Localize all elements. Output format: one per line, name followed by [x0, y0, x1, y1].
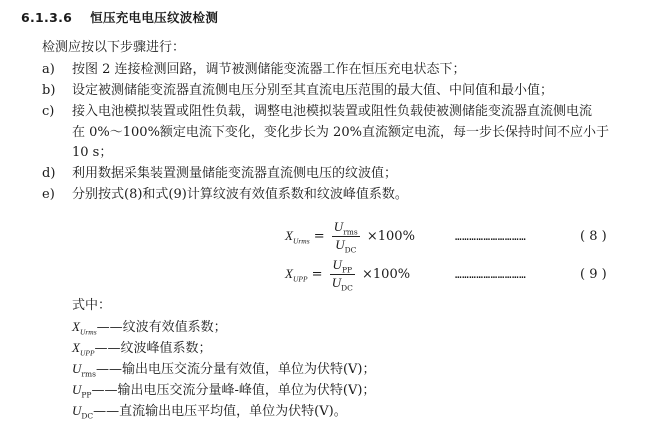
definition-item: [72, 339, 212, 358]
step-label: d): [42, 166, 56, 181]
formula-9: $X_{UPP}$ = $\frac{U_{PP}}{U_{DC}}$ ×100%: [285, 257, 411, 293]
definition-text: 纹波峰值系数；: [120, 341, 212, 356]
step-text: 利用数据采集装置测量储能变流器直流侧电压的纹波值；: [72, 166, 398, 181]
definition-item: [72, 381, 375, 400]
step-text: 分别按式(8)和式(9)计算纹波有效值系数和纹波峰值系数。: [72, 187, 408, 202]
formula-lhs: X: [285, 228, 293, 243]
step-text: 按图 2 连接检测回路，调节被测储能变流器工作在恒压充电状态下；: [72, 62, 466, 77]
formula-lhs-sub: UPP: [292, 274, 308, 284]
definition-dash: ——: [93, 404, 120, 419]
definition-dash: ——: [91, 383, 118, 398]
equation-number: ( 8 ): [580, 229, 607, 244]
section-number: 6.1.3.6: [21, 10, 73, 25]
section-title: 恒压充电电压纹波检测: [90, 10, 219, 25]
definition-symbol-sub: Urms: [79, 327, 97, 337]
definition-dash: ——: [94, 341, 121, 356]
definition-dash: ——: [95, 362, 122, 377]
formula-fraction: [332, 219, 360, 254]
definition-symbol-sub: DC: [81, 411, 94, 421]
definition-text: 纹波有效值系数；: [122, 320, 227, 335]
intro-text: 检测应按以下步骤进行：: [42, 40, 186, 55]
formula-tail: ×100%: [362, 267, 411, 282]
denominator: U: [335, 237, 345, 252]
numerator: U: [333, 219, 344, 234]
definition-symbol-sub: PP: [81, 390, 92, 400]
leader-dots: …………………………: [455, 268, 527, 281]
formula-lhs-sub: Urms: [292, 236, 310, 246]
formula-8: $X_{Urms}$ = $\frac{U_{rms}}{U_{DC}}$ ×100%: [285, 219, 415, 255]
step-label: a): [42, 62, 55, 77]
definition-item: [72, 318, 227, 337]
denominator: U: [331, 275, 342, 290]
denominator-sub: DC: [341, 283, 353, 293]
definition-symbol-sub: UPP: [79, 348, 95, 358]
definition-text: 输出电压交流分量峰-峰值，单位为伏特(V)；: [117, 383, 376, 398]
step-label: e): [42, 187, 55, 202]
formula-fraction: [330, 257, 355, 292]
definition-symbol: X: [72, 340, 80, 355]
step-text: 10 s；: [72, 145, 113, 160]
formula-tail: ×100%: [366, 229, 415, 244]
definition-symbol: X: [72, 319, 80, 334]
step-text: 接入电池模拟装置或阻性负载，调整电池模拟装置或阻性负载使被测储能变流器直流侧电流: [72, 104, 593, 119]
definition-text: 输出电压交流分量有效值，单位为伏特(V)；: [121, 362, 376, 377]
numerator: U: [332, 257, 342, 272]
step-text: 设定被测储能变流器直流侧电压分别至其直流电压范围的最大值、中间值和最小值；: [72, 83, 554, 98]
definition-item: [72, 402, 347, 421]
step-label: b): [42, 83, 56, 98]
section-heading: [21, 8, 218, 26]
where-label: 式中：: [72, 298, 112, 313]
step-label: c): [42, 104, 55, 119]
denominator-sub: DC: [344, 245, 357, 255]
definition-symbol: U: [72, 382, 82, 397]
definition-symbol: U: [72, 361, 82, 376]
numerator-sub: rms: [343, 227, 358, 237]
formula-lhs: X: [285, 266, 293, 281]
definition-symbol: U: [72, 403, 82, 418]
step-text: 在 0%～100%额定电流下变化，变化步长为 20%直流额定电流，每一步长保持时间不应小于: [72, 125, 609, 140]
numerator-sub: PP: [341, 265, 353, 275]
definition-item: [72, 360, 375, 379]
definition-text: 直流输出电压平均值，单位为伏特(V)。: [119, 404, 347, 419]
leader-dots: …………………………: [455, 230, 527, 243]
definition-symbol-sub: rms: [81, 369, 96, 379]
definition-dash: ——: [96, 320, 123, 335]
equation-number: ( 9 ): [580, 267, 607, 282]
